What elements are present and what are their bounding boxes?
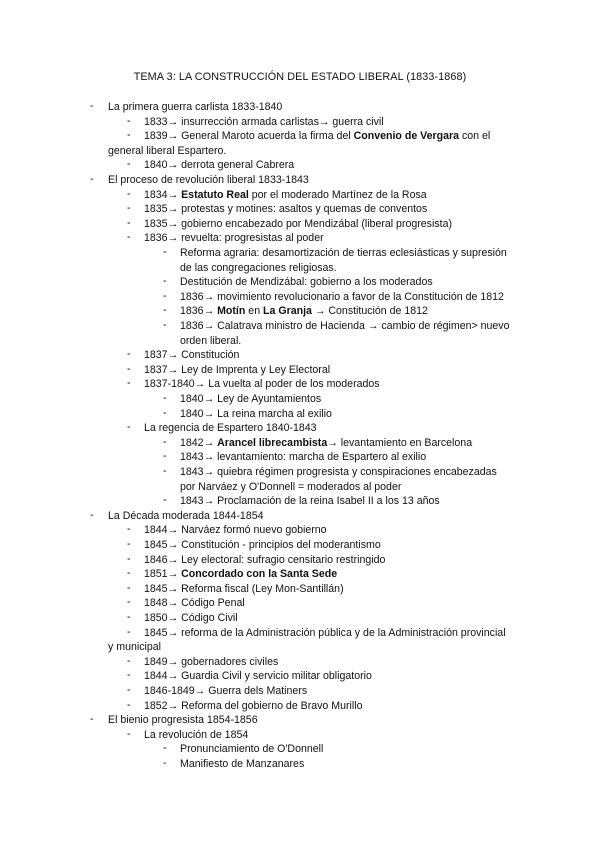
list-item [144,202,427,217]
list-item [144,421,317,436]
item-text: La Década moderada 1844-1854 [108,509,264,522]
list-item [180,757,304,772]
list-bullet: - [127,552,131,565]
bold-term: Convenio de Vergara [353,130,460,143]
list-item [180,290,504,305]
item-text: 1843→ levantamiento: marcha de Espartero al exilio [180,451,427,464]
list-item [144,684,307,699]
item-text: 1843→ Proclamación de la reina Isabel II a los 13 años [180,495,440,508]
list-item [108,626,510,655]
item-text: 1846→ Ley electoral: sufragio censitario restringido [144,553,386,566]
list-item [144,538,381,553]
item-text: 1835→ gobierno encabezado por Mendizábal (liberal progresista) [144,217,452,230]
list-bullet: - [163,435,167,448]
bold-term: Estatuto Real [181,188,249,201]
item-text: Pronunciamiento de O'Donnell [180,743,324,756]
list-item [108,129,510,158]
list-bullet: - [163,319,167,331]
bold-term: Concordado con la Santa Sede [181,568,338,581]
list-bullet: - [127,362,131,375]
list-item [108,173,309,188]
page-title: TEMA 3: LA CONSTRUCCIÓN DEL ESTADO LIBERAL (1833-1868) [133,71,467,83]
list-bullet: - [127,654,131,667]
list-item [144,363,330,378]
list-bullet: - [90,508,94,521]
list-item [180,494,440,509]
list-item [144,669,372,684]
bold-term: Motín [217,305,246,318]
item-text: 1833→ insurrección armada carlistas→ guerra civil [144,115,384,128]
list-bullet: - [127,567,131,580]
item-text: El proceso de revolución liberal 1833-1843 [108,174,309,186]
list-bullet: - [127,611,131,623]
list-bullet: - [127,202,131,215]
list-item [144,115,384,130]
list-item [180,407,332,422]
list-bullet: - [163,465,167,477]
list-bullet: - [127,669,131,682]
list-item [108,713,258,728]
list-bullet: - [127,698,131,711]
item-text: La revolución de 1854 [144,728,249,741]
list-bullet: - [127,158,131,171]
list-bullet: - [127,596,131,609]
list-bullet: - [127,348,131,361]
list-bullet: - [163,406,167,419]
list-item [144,728,248,743]
item-text: 1836→ [180,305,218,318]
list-item [180,450,426,465]
item-text: con el general liberal Espartero. [108,130,491,157]
list-item [144,553,385,568]
item-text: 1844→ Guardia Civil y servicio militar obligatorio [144,670,372,683]
list-bullet: - [127,581,131,594]
list-item [180,246,510,275]
item-text: 1836→ movimiento revolucionario a favor de la Constitución de 1812 [180,290,504,303]
list-bullet: - [90,100,94,112]
list-bullet: - [127,216,131,229]
item-text: 1849→ gobernadores civiles [144,655,279,668]
list-item [144,188,427,203]
list-bullet: - [127,523,131,536]
item-text: 1842→ [180,436,218,449]
item-text: 1845→ Constitución - principios del moderantismo [144,539,381,551]
item-text: Destitución de Mendizábal: gobierno a los moderados [180,276,433,289]
list-item [144,231,324,246]
list-bullet: - [90,173,94,185]
list-bullet: - [127,421,131,434]
list-bullet: - [163,450,167,463]
item-text: 1850→ Código Civil [144,612,238,624]
item-text: 1840→ Ley de Ayuntamientos [180,393,322,405]
list-bullet: - [127,377,131,390]
item-text: 1851→ [144,568,182,581]
list-bullet: - [163,494,167,507]
list-item [180,319,510,348]
item-text: El bienio progresista 1854-1856 [108,714,258,727]
list-item [180,465,510,494]
list-item [144,582,344,597]
list-item [144,523,327,538]
list-bullet: - [163,304,167,317]
list-item [144,377,380,392]
item-text: 1843→ quiebra régimen progresista y conspiraciones encabezadas por Narváez y O'Donnell = moderados al poder [180,466,497,493]
item-text: 1836→ Calatrava ministro de Hacienda → cambio de régimen> nuevo orden liberal. [180,320,510,347]
item-text: 1834→ [144,188,182,201]
item-text: 1852→ Reforma del gobierno de Bravo Murillo [144,699,363,712]
item-text: 1835→ protestas y motines: asaltos y quemas de conventos [144,203,428,216]
list-item [180,275,433,290]
item-text: 1846-1849→ Guerra dels Matiners [144,685,308,697]
item-text: 1836→ revuelta: progresistas al poder [144,232,324,245]
item-text: 1840→ derrota general Cabrera [144,159,295,172]
list-bullet: - [163,392,167,404]
item-text: La primera guerra carlista 1833-1840 [108,101,283,113]
list-item [144,567,337,582]
item-text: 1848→ Código Penal [144,597,245,610]
item-text: 1839→ General Maroto acuerda la firma del [144,130,354,143]
list-bullet: - [127,187,131,200]
list-bullet: - [127,231,131,244]
item-text: 1837→ Ley de Imprenta y Ley Electoral [144,363,331,376]
list-item [144,348,239,363]
item-text: Manifiesto de Manzanares [180,758,305,770]
list-item [144,699,362,714]
list-item [180,742,323,757]
list-bullet: - [163,275,167,288]
list-bullet: - [127,684,131,696]
list-bullet: - [163,246,167,258]
list-item [180,392,321,407]
bold-term: La Granja [263,305,312,318]
item-text: 1844→ Narváez formó nuevo gobierno [144,524,327,537]
list-item [144,611,238,626]
item-text: 1837-1840→ La vuelta al poder de los moderados [144,378,380,391]
item-text: por el moderado Martínez de la Rosa [248,188,427,201]
item-text: 1837→ Constitución [144,349,240,362]
list-item [144,596,245,611]
list-bullet: - [127,114,131,127]
list-bullet: - [90,713,94,726]
list-bullet: - [163,757,167,769]
item-text: 1845→ Reforma fiscal (Ley Mon-Santillán) [144,582,344,595]
list-item [108,100,282,115]
item-text: 1845→ reforma de la Administración pública y de la Administración provincial y municipal [108,626,506,654]
list-bullet: - [127,727,131,740]
list-item [108,509,264,524]
item-text: La regencia de Espartero 1840-1843 [144,422,317,435]
item-text: en [245,305,264,318]
list-item [180,436,472,451]
item-text: → Constitución de 1812 [311,305,428,318]
list-item [144,158,294,173]
list-bullet: - [127,129,131,142]
list-bullet: - [163,289,167,302]
item-text: 1840→ La reina marcha al exilio [180,407,332,420]
list-item [144,217,452,232]
list-bullet: - [127,625,131,638]
bold-term: Arancel librecambista [217,436,328,449]
list-bullet: - [127,538,131,550]
list-item [180,304,428,319]
list-bullet: - [163,742,167,755]
item-text: → levantamiento en Barcelona [327,436,473,449]
list-item [144,655,278,670]
item-text: Reforma agraria: desamortización de tierras eclesiásticas y supresión de las congregaciones religiosas. [180,247,507,274]
